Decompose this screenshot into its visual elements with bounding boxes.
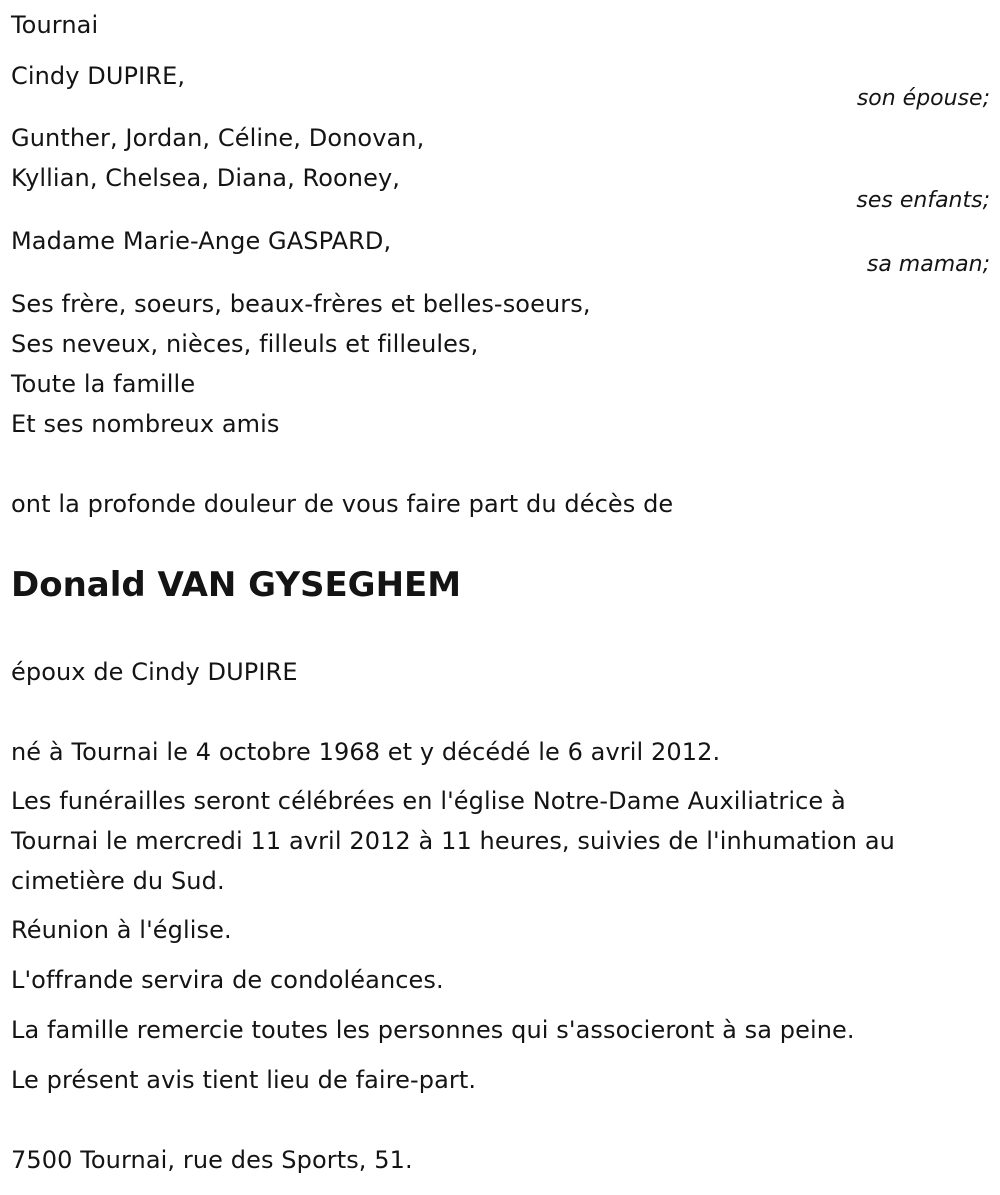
note-meeting: Réunion à l'église. xyxy=(11,916,232,944)
family-line-nephews: Ses neveux, nièces, filleuls et filleules, xyxy=(11,330,479,358)
children-line-2: Kyllian, Chelsea, Diana, Rooney, xyxy=(11,164,401,192)
children-role: ses enfants; xyxy=(856,188,990,213)
note-notice: Le présent avis tient lieu de faire-part. xyxy=(11,1066,477,1094)
city-header: Tournai xyxy=(11,11,99,39)
mother-role: sa maman; xyxy=(866,252,990,277)
birth-death: né à Tournai le 4 octobre 1968 et y décédé le 6 avril 2012. xyxy=(11,738,721,766)
family-line-siblings: Ses frère, soeurs, beaux-frères et belles-soeurs, xyxy=(11,290,591,318)
funeral-line-3: cimetière du Sud. xyxy=(11,867,225,895)
funeral-line-1: Les funérailles seront célébrées en l'église Notre-Dame Auxiliatrice à xyxy=(11,787,846,815)
mother-name: Madame Marie-Ange GASPARD, xyxy=(11,227,392,255)
note-offering: L'offrande servira de condoléances. xyxy=(11,966,444,994)
spouse-name: Cindy DUPIRE, xyxy=(11,62,186,90)
family-line-all: Toute la famille xyxy=(11,370,196,398)
deceased-name: Donald VAN GYSEGHEM xyxy=(11,565,462,605)
spouse-role: son épouse; xyxy=(856,86,990,111)
address: 7500 Tournai, rue des Sports, 51. xyxy=(11,1146,413,1174)
family-line-friends: Et ses nombreux amis xyxy=(11,410,280,438)
children-line-1: Gunther, Jordan, Céline, Donovan, xyxy=(11,124,425,152)
relation: époux de Cindy DUPIRE xyxy=(11,658,298,686)
announcement: ont la profonde douleur de vous faire part du décès de xyxy=(11,490,674,518)
note-thanks: La famille remercie toutes les personnes qui s'associeront à sa peine. xyxy=(11,1016,855,1044)
funeral-line-2: Tournai le mercredi 11 avril 2012 à 11 heures, suivies de l'inhumation au xyxy=(11,827,895,855)
